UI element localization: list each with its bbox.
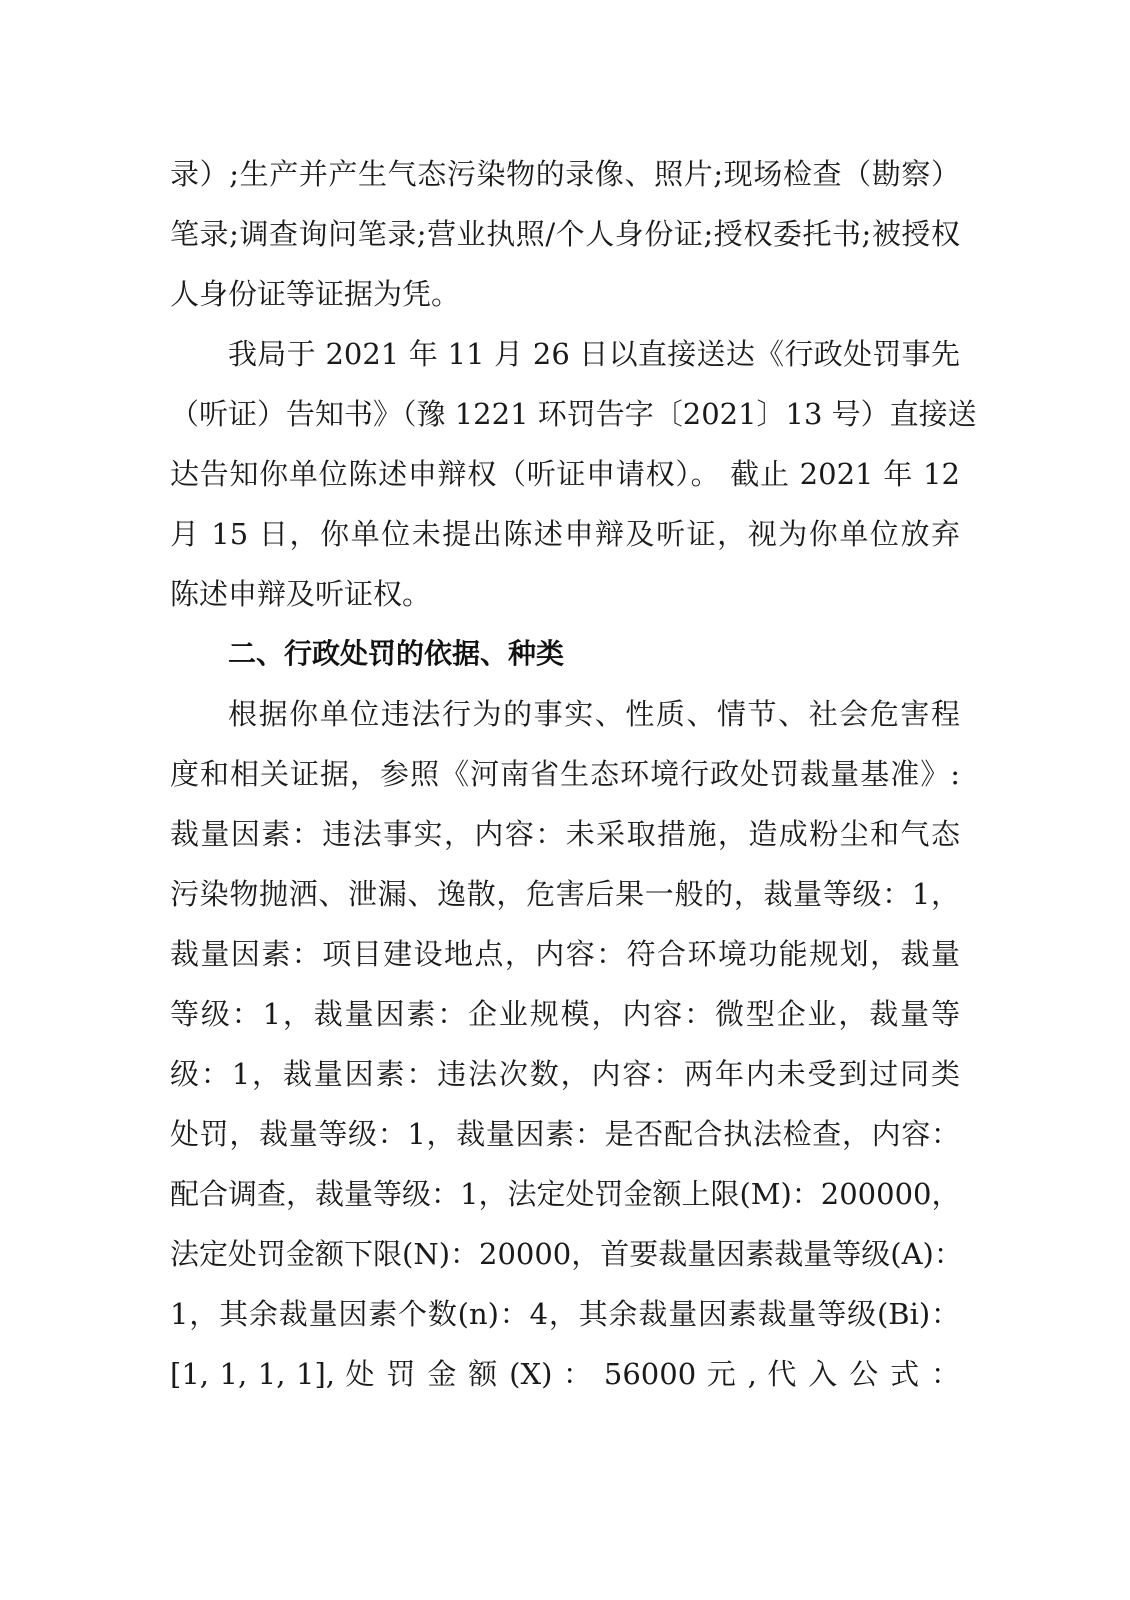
body-text-line: 配合调查，裁量等级：1，法定处罚金额上限(M)：200000，: [170, 1177, 961, 1211]
body-text-line: 月 15 日，你单位未提出陈述申辩及听证，视为你单位放弃: [170, 517, 960, 551]
body-text-line: [1, 1, 1, 1], 处 罚 金 额 (X) ： 56000 元 , 代 入 公 式 ：: [170, 1357, 960, 1391]
body-text-line: 处罚，裁量等级：1，裁量因素：是否配合执法检查，内容：: [170, 1117, 960, 1151]
body-text-line: 笔录;调查询问笔录;营业执照/个人身份证;授权委托书;被授权: [170, 217, 960, 251]
body-text-line: 污染物抛洒、泄漏、逸散，危害后果一般的，裁量等级：1，: [170, 877, 960, 911]
body-text-line: 人身份证等证据为凭。: [170, 277, 461, 311]
body-text-line: 裁量因素：项目建设地点，内容：符合环境功能规划，裁量: [170, 937, 960, 971]
body-text-line: （听证）告知书》（豫 1221 环罚告字〔2021〕13 号）直接送: [170, 397, 977, 431]
body-text-line: 度和相关证据，参照《河南省生态环境行政处罚裁量基准》:: [170, 757, 960, 791]
body-text-line: 法定处罚金额下限(N)：20000，首要裁量因素裁量等级(A)：: [170, 1237, 963, 1271]
body-text-line: 1，其余裁量因素个数(n)：4，其余裁量因素裁量等级(Bi)：: [170, 1297, 960, 1331]
body-text-line: 我局于 2021 年 11 月 26 日以直接送达《行政处罚事先: [228, 337, 960, 371]
body-text-line: 等级：1，裁量因素：企业规模，内容：微型企业，裁量等: [170, 997, 960, 1031]
body-text-line: 裁量因素：违法事实，内容：未采取措施，造成粉尘和气态: [170, 817, 960, 851]
body-text-line: 达告知你单位陈述申辩权（听证申请权）。 截止 2021 年 12: [170, 457, 960, 491]
body-text-line: 陈述申辩及听证权。: [170, 577, 432, 611]
body-text-line: 级：1，裁量因素：违法次数，内容：两年内未受到过同类: [170, 1057, 960, 1091]
section-heading: 二、行政处罚的依据、种类: [228, 637, 565, 670]
body-text-line: 根据你单位违法行为的事实、性质、情节、社会危害程: [228, 697, 960, 731]
body-text-line: 录）;生产并产生气态污染物的录像、照片;现场检查（勘察）: [170, 157, 960, 191]
